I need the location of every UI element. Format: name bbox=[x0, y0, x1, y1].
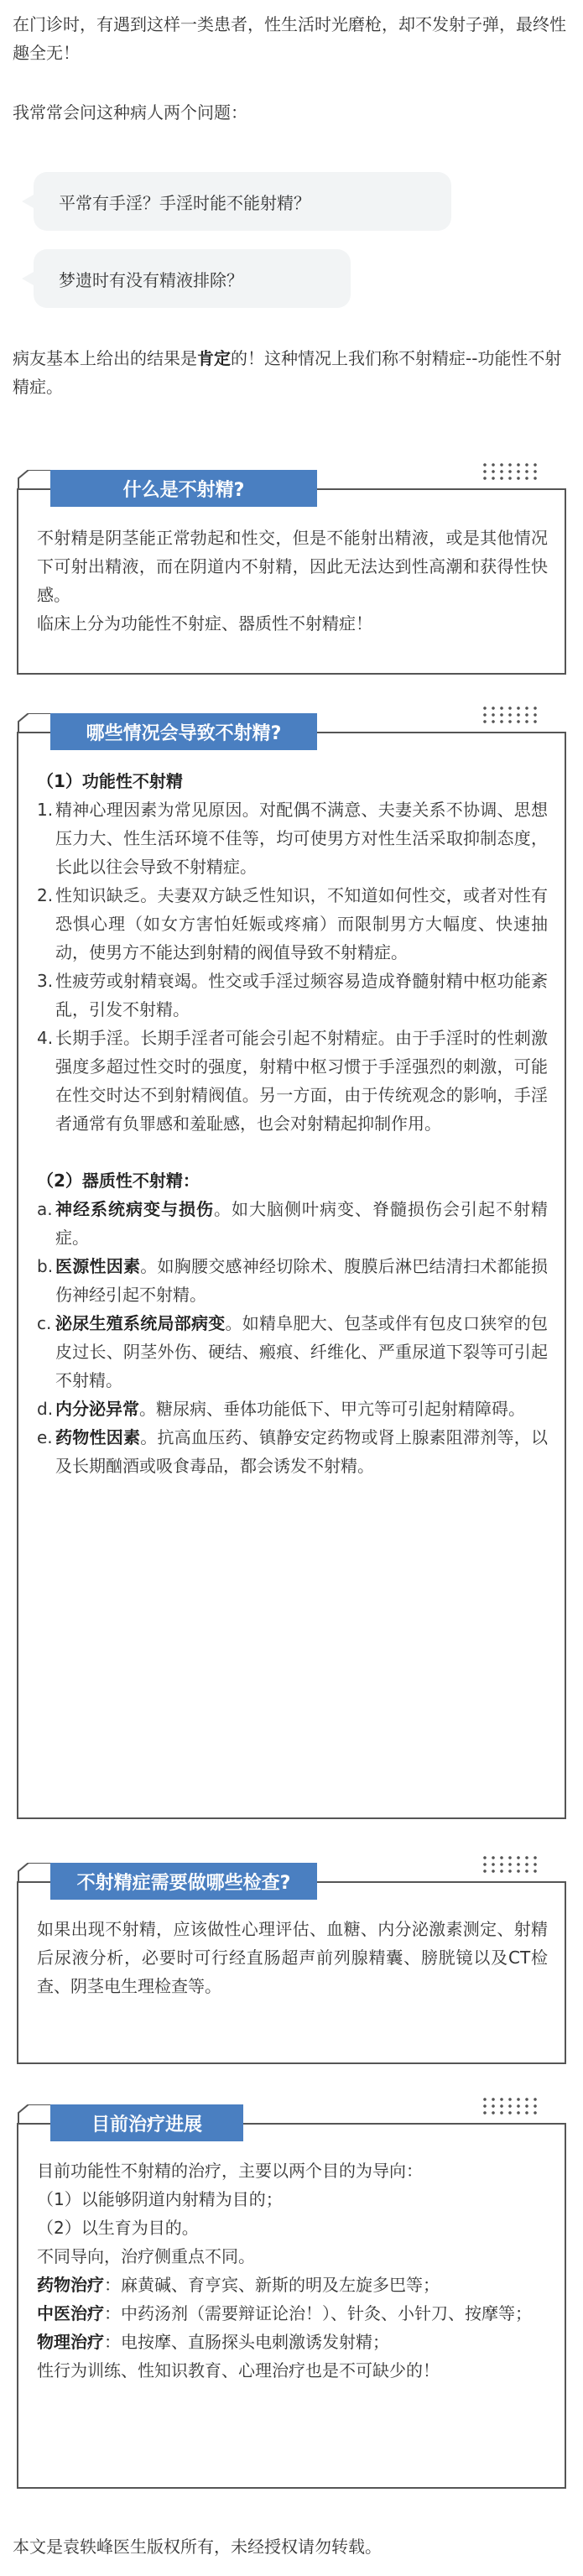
organic-causes-list bbox=[37, 1195, 548, 1480]
list-item: b. 医源性因素。如胸腰交感神经切除术、腹膜后淋巴结清扫术都能损伤神经引起不射精。 bbox=[37, 1256, 548, 1305]
section-treatment bbox=[17, 2114, 566, 2489]
question-1-text: 平常有手淫？手淫时能不能射精？ bbox=[59, 192, 310, 213]
section-paragraph: 如果出现不射精，应该做性心理评估、血糖、内分泌激素测定、射精后尿液分析，必要时可行经直肠超声前列腺精囊、膀胱镜以及CT检查、阴茎电生理检查等。 bbox=[37, 1919, 548, 1996]
list-item: 3. 性疲劳或射精衰竭。性交或手淫过频容易造成脊髓射精中枢功能紊乱，引发不射精。 bbox=[37, 971, 548, 1019]
section-paragraph: 目前功能性不射精的治疗，主要以两个目的为导向： bbox=[37, 2161, 423, 2181]
functional-causes-list bbox=[37, 795, 548, 1138]
dot-grid-icon bbox=[481, 461, 539, 482]
list-item: 4. 长期手淫。长期手淫者可能会引起不射精症。由于手淫时的性刺激强度多超过性交时的强度，射精中枢习惯于手淫强烈的刺激，可能在性交时达不到射精阀值。另一方面，由于传统观念的影响，手淫者通常有负罪感和羞耻感，也会对射精起抑制作用。 bbox=[37, 1028, 548, 1134]
intro-paragraph-2: 我常常会问这种病人两个问题： bbox=[13, 102, 247, 123]
question-bubble-1 bbox=[34, 172, 451, 231]
section-causes bbox=[17, 722, 566, 1819]
drug-therapy: 药物治疗：麻黄碱、育亨宾、新斯的明及左旋多巴等； bbox=[37, 2275, 440, 2295]
section-title: 什么是不射精? bbox=[50, 470, 317, 507]
question-2-text: 梦遗时有没有精液排除？ bbox=[59, 269, 243, 290]
section-paragraph: 不射精是阴茎能正常勃起和性交，但是不能射出精液，或是其他情况下可射出精液，而在阴道内不射精，因此无法达到性高潮和获得性快感。 bbox=[37, 528, 548, 605]
corner-notch-icon bbox=[17, 713, 50, 733]
section-exams bbox=[17, 1872, 566, 2064]
list-item: e. 药物性因素。抗高血压药、镇静安定药物或肾上腺素阻滞剂等，以及长期酗酒或吸食毒品，都会诱发不射精。 bbox=[37, 1427, 548, 1476]
section-title: 不射精症需要做哪些检查? bbox=[50, 1863, 317, 1900]
subsection-heading: （2）器质性不射精： bbox=[37, 1171, 200, 1191]
section-title: 目前治疗进展 bbox=[50, 2104, 243, 2141]
section-what-is bbox=[17, 479, 566, 675]
question-bubble-2 bbox=[34, 249, 351, 308]
corner-notch-icon bbox=[17, 2104, 50, 2125]
section-paragraph: 临床上分为功能性不射症、器质性不射精症！ bbox=[37, 613, 372, 634]
list-item: 2. 性知识缺乏。夫妻双方缺乏性知识，不知道如何性交，或者对性有恐惧心理（如女方害怕妊娠或疼痛）而限制男方大幅度、快速抽动，使男方不能达到射精的阀值导致不射精症。 bbox=[37, 885, 548, 962]
intro-paragraph-1: 在门诊时，有遇到这样一类患者，性生活时光磨枪，却不发射子弹，最终性趣全无！ bbox=[13, 14, 566, 63]
copyright-footer: 本文是袁轶峰医生版权所有，未经授权请勿转载。 bbox=[13, 2537, 382, 2557]
section-paragraph: 不同导向，治疗侧重点不同。 bbox=[37, 2246, 255, 2266]
list-item: 1. 精神心理因素为常见原因。对配偶不满意、夫妻关系不协调、思想压力大、性生活环境不佳等，均可使男方对性生活采取抑制态度，长此以往会导致不射精症。 bbox=[37, 800, 548, 877]
list-item: c. 泌尿生殖系统局部病变。如精阜肥大、包茎或伴有包皮口狭窄的包皮过长、阴茎外伤、硬结、瘢痕、纤维化、严重尿道下裂等可引起不射精。 bbox=[37, 1313, 548, 1390]
dot-grid-icon bbox=[481, 705, 539, 725]
list-item: d. 内分泌异常。糖尿病、垂体功能低下、甲亢等可引起射精障碍。 bbox=[37, 1399, 525, 1419]
corner-notch-icon bbox=[17, 470, 50, 490]
section-paragraph: 性行为训练、性知识教育、心理治疗也是不可缺少的！ bbox=[37, 2360, 440, 2380]
section-paragraph: （1）以能够阴道内射精为目的； bbox=[37, 2189, 283, 2209]
corner-notch-icon bbox=[17, 1863, 50, 1883]
dot-grid-icon bbox=[481, 2096, 539, 2116]
intro-paragraph-3: 病友基本上给出的结果是肯定的！这种情况上我们称不射精症--功能性不射精症。 bbox=[13, 348, 562, 397]
tcm-therapy: 中医治疗：中药汤剂（需要辩证论治！）、针灸、小针刀、按摩等； bbox=[37, 2303, 532, 2323]
subsection-heading: （1）功能性不射精 bbox=[37, 771, 183, 791]
section-title: 哪些情况会导致不射精? bbox=[50, 713, 317, 750]
emphasis-text: 肯定 bbox=[197, 348, 231, 368]
dot-grid-icon bbox=[481, 1854, 539, 1875]
physical-therapy: 物理治疗：电按摩、直肠探头电刺激诱发射精； bbox=[37, 2332, 389, 2352]
section-paragraph: （2）以生育为目的。 bbox=[37, 2218, 199, 2238]
list-item: a. 神经系统病变与损伤。如大脑侧叶病变、脊髓损伤会引起不射精症。 bbox=[37, 1199, 548, 1248]
